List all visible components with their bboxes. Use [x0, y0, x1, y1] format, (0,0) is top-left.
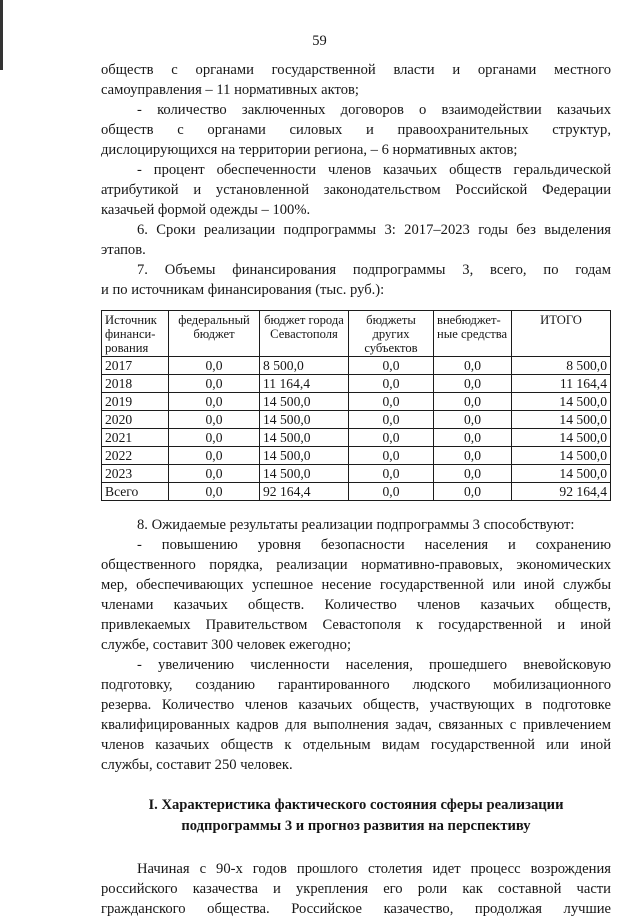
text-line: членами казачьих обществ. Количество членов казачьих обществ, [101, 597, 611, 613]
column-header: бюджет города Севастополя [260, 311, 349, 357]
text-line: Начиная с 90-х годов прошлого столетия идет процесс возрождения [137, 861, 611, 877]
table-cell: 2019 [102, 393, 169, 411]
table-row [102, 411, 611, 429]
text-line: самоуправления – 11 нормативных актов; [101, 82, 359, 98]
text-line: - процент обеспеченности членов казачьих обществ геральдической [137, 162, 611, 178]
text-line: мер, обеспечивающих успешное несение государственной или иной службы [101, 577, 611, 593]
table-cell: 0,0 [349, 447, 434, 465]
table-cell: 0,0 [169, 483, 260, 501]
text-line: казачьей формой одежды – 100%. [101, 202, 311, 218]
text-line: привлекаемых Правительством Севастополя к государственной и иной [101, 617, 611, 633]
text-line: резерва. Количество членов казачьих обществ, участвующих в подготовке [101, 697, 611, 713]
table-cell: 2022 [102, 447, 169, 465]
table-cell: 0,0 [169, 429, 260, 447]
text-line: членов казачьих обществ к отдельным видам государственной или иной [101, 737, 611, 753]
table-row [102, 357, 611, 375]
table-cell: 0,0 [434, 429, 512, 447]
text-line: 8. Ожидаемые результаты реализации подпрограммы 3 способствуют: [137, 517, 575, 533]
table-row [102, 375, 611, 393]
table-cell: 0,0 [434, 483, 512, 501]
table-cell: 11 164,4 [260, 375, 349, 393]
table-cell: 14 500,0 [260, 465, 349, 483]
table-cell: 0,0 [169, 465, 260, 483]
column-header: федеральный бюджет [169, 311, 260, 357]
table-cell: 0,0 [349, 393, 434, 411]
table-cell: 0,0 [349, 357, 434, 375]
table-cell: 14 500,0 [512, 465, 611, 483]
table-cell: 14 500,0 [260, 429, 349, 447]
table-cell: 0,0 [434, 357, 512, 375]
table-cell: 8 500,0 [512, 357, 611, 375]
table-cell: 0,0 [434, 411, 512, 429]
column-header: Источник финанси-рования [102, 311, 169, 357]
table-cell: 0,0 [349, 429, 434, 447]
table-cell: 14 500,0 [260, 447, 349, 465]
text-line: - повышению уровня безопасности населения и сохранению [137, 537, 611, 553]
table-cell: 14 500,0 [512, 429, 611, 447]
text-line: российского казачества и укрепления его роли как составной части [101, 881, 611, 897]
table-cell: 2017 [102, 357, 169, 375]
section-heading [101, 795, 611, 837]
table-cell: 0,0 [434, 447, 512, 465]
text-line: и по источникам финансирования (тыс. руб.): [101, 282, 385, 298]
text-line: 7. Объемы финансирования подпрограммы 3, всего, по годам [137, 262, 611, 278]
page-number: 59 [312, 33, 327, 49]
text-line: - увеличению численности населения, прошедшего вневойсковую [137, 657, 611, 673]
table-cell: 0,0 [434, 393, 512, 411]
table-cell: 92 164,4 [512, 483, 611, 501]
table-cell: 0,0 [169, 393, 260, 411]
document-body [101, 60, 611, 919]
table-cell: 14 500,0 [260, 393, 349, 411]
table-row [102, 393, 611, 411]
table-cell: 0,0 [349, 411, 434, 429]
text-line: дислоцирующихся на территории региона, – 6 нормативных актов; [101, 142, 518, 158]
table-cell: 0,0 [169, 411, 260, 429]
text-line: квалифицированных кадров для выполнения задач, связанных с привлечением [101, 717, 611, 733]
text-line: атрибутикой и установленной законодательством Российской Федерации [101, 182, 611, 198]
table-cell: 0,0 [434, 465, 512, 483]
table-cell: 2021 [102, 429, 169, 447]
table-row [102, 465, 611, 483]
text-line: - количество заключенных договоров о взаимодействии казачьих [137, 102, 611, 118]
column-header: бюджеты других субъектов [349, 311, 434, 357]
text-line: обществ с органами силовых и правоохранительных структур, [101, 122, 611, 138]
table-cell: 8 500,0 [260, 357, 349, 375]
text-line: общественного порядка, реализации нормативно-правовых, экономических [101, 557, 611, 573]
table-cell: 0,0 [349, 483, 434, 501]
table-cell: 14 500,0 [512, 411, 611, 429]
text-line: обществ с органами государственной власти и органами местного [101, 62, 611, 78]
section-heading-line: подпрограммы 3 и прогноз развития на перспективу [181, 818, 531, 834]
text-line: 6. Сроки реализации подпрограммы 3: 2017–2023 годы без выделения [137, 222, 611, 238]
text-line: службы, составит 250 человек. [101, 757, 293, 773]
column-header: ИТОГО [512, 311, 611, 357]
text-line: службе, составит 300 человек ежегодно; [101, 637, 352, 653]
table-row [102, 447, 611, 465]
text-line: гражданского общества. Российское казачество, продолжая лучшие [101, 901, 611, 917]
table-cell: 14 500,0 [512, 447, 611, 465]
table-cell: 0,0 [349, 375, 434, 393]
table-row [102, 429, 611, 447]
table-cell: 2020 [102, 411, 169, 429]
table-cell: 14 500,0 [260, 411, 349, 429]
table-cell: 0,0 [169, 375, 260, 393]
financing-table [101, 310, 611, 501]
table-cell: 11 164,4 [512, 375, 611, 393]
table-cell: 2018 [102, 375, 169, 393]
table-cell: 0,0 [169, 357, 260, 375]
table-cell: 0,0 [169, 447, 260, 465]
table-cell: 92 164,4 [260, 483, 349, 501]
table-cell: Всего [102, 483, 169, 501]
table-cell: 0,0 [434, 375, 512, 393]
table-cell: 2023 [102, 465, 169, 483]
column-header: внебюджет-ные средства [434, 311, 512, 357]
section-heading-line: I. Характеристика фактического состояния сферы реализации [148, 797, 564, 813]
table-cell: 0,0 [349, 465, 434, 483]
table-header-row [102, 311, 611, 357]
table-cell: 14 500,0 [512, 393, 611, 411]
text-line: этапов. [101, 242, 146, 258]
table-total-row [102, 483, 611, 501]
text-line: подготовку, созданию гарантированного людского мобилизационного [101, 677, 611, 693]
